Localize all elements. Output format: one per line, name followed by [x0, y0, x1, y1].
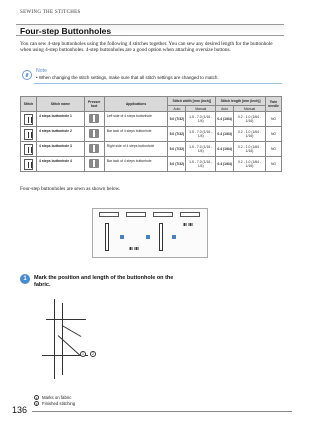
length-manual: 0.2 - 1.0 (1/64 - 1/16) [234, 127, 266, 142]
step-instruction: Mark the position and length of the buttonhole on the fabric. [34, 275, 174, 288]
header-presser-foot: Presser foot [84, 97, 104, 112]
width-auto: 5.0 (7/32) [168, 112, 186, 127]
page-number: 136 [12, 405, 28, 415]
section-title: Four-step Buttonholes [20, 26, 112, 36]
stitch-pattern-icon [24, 159, 33, 170]
fabric-edge-line [54, 299, 55, 379]
stitch-name: 4 steps buttonhole 3 [36, 142, 84, 157]
presser-foot-a-icon [89, 129, 99, 138]
legend-item: 1 Marks on fabric [35, 395, 72, 401]
header-stitch-name: Stitch name [36, 97, 84, 112]
running-head: SEWING THE STITCHES [20, 10, 81, 15]
note-text: • When changing the stitch settings, make sure that all stitch settings are changed to match. [36, 75, 219, 80]
callout-leader [62, 325, 82, 337]
presser-foot-a-icon [89, 114, 99, 123]
presser-foot-a-icon [89, 144, 99, 153]
stitch-tag-icon [99, 212, 119, 217]
header-width-manual: Manual [186, 106, 216, 112]
note-box [20, 68, 282, 84]
note-title: Note [36, 68, 47, 74]
twin-needle: NO [265, 127, 281, 142]
legend-item: 2 Finished stitching [35, 401, 76, 407]
presser-foot-a-icon [89, 159, 99, 168]
footer-rule [32, 411, 292, 412]
intro-paragraph: You can sew 4-step buttonholes using the following 4 stitches together. You can sew any desired length for the buttonhole when using 4-step buttonholes. 4-step buttonholes are a good option when attaching oversize buttons. [20, 41, 273, 54]
stitch-tag-icon [180, 212, 200, 217]
step-arrow-icon [172, 235, 176, 239]
width-auto: 5.0 (7/32) [168, 157, 186, 172]
stitch-tag-icon [153, 212, 173, 217]
stitch-application: Bar tack of 4 steps buttonhole [104, 157, 168, 172]
width-manual: 1.5 - 7.0 (1/16 - 1/4) [186, 127, 216, 142]
width-auto: 5.0 (7/32) [168, 142, 186, 157]
stitch-pattern-icon [24, 144, 33, 155]
stitch-name: 4 steps buttonhole 4 [36, 157, 84, 172]
table-row [21, 127, 282, 142]
stitch-tag-icon [126, 212, 146, 217]
length-auto: 0.4 (1/64) [216, 157, 234, 172]
stitch-pattern-icon [24, 129, 33, 140]
twin-needle: NO [265, 142, 281, 157]
header-length-manual: Manual [234, 106, 266, 112]
length-manual: 0.2 - 1.0 (1/64 - 1/16) [234, 142, 266, 157]
length-manual: 0.2 - 1.0 (1/64 - 1/16) [234, 157, 266, 172]
figure-caption: Four-step buttonholes are sewn as shown below. [20, 186, 121, 192]
twin-needle: NO [265, 112, 281, 127]
stitch-application: Right side of 4 steps buttonhole [104, 142, 168, 157]
length-auto: 0.4 (1/64) [216, 127, 234, 142]
stitch-table [20, 96, 282, 172]
header-applications: Applications [104, 97, 168, 112]
stitch-application: Bar tack of 4 steps buttonhole [104, 127, 168, 142]
fabric-marking-illustration [36, 295, 126, 395]
header-stitch-width: Stitch width [mm (inch)] [168, 97, 216, 106]
left-side-stitch-graphic [105, 223, 109, 251]
table-row [21, 112, 282, 127]
width-manual: 1.5 - 7.0 (1/16 - 1/4) [186, 157, 216, 172]
bar-tack-stitch-graphic [183, 223, 193, 226]
table-row [21, 157, 282, 172]
stitch-application: Left side of 4 steps buttonhole [104, 112, 168, 127]
stitch-name: 4 steps buttonhole 2 [36, 127, 84, 142]
buttonhole-sequence-figure [92, 208, 208, 258]
header-stitch: Stitch [21, 97, 37, 112]
callout-2-marker: 2 [90, 351, 96, 357]
callout-1-marker: 1 [80, 351, 86, 357]
section-heading-bar [16, 24, 284, 36]
step-arrow-icon [120, 235, 124, 239]
mark-line [46, 319, 86, 320]
length-auto: 0.4 (1/64) [216, 112, 234, 127]
length-manual: 0.2 - 1.0 (1/64 - 1/16) [234, 112, 266, 127]
stitch-pattern-icon [24, 114, 33, 125]
note-pencil-icon [22, 70, 32, 80]
twin-needle: NO [265, 157, 281, 172]
width-manual: 1.5 - 7.0 (1/16 - 1/4) [186, 142, 216, 157]
header-length-auto: Auto [216, 106, 234, 112]
header-stitch-length: Stitch length [mm (inch)] [216, 97, 266, 106]
width-manual: 1.5 - 7.0 (1/16 - 1/4) [186, 112, 216, 127]
header-width-auto: Auto [168, 106, 186, 112]
note-divider [34, 83, 282, 84]
figure-legend [34, 395, 75, 407]
right-side-stitch-graphic [159, 223, 163, 251]
bar-tack-stitch-graphic [129, 247, 139, 250]
width-auto: 5.0 (7/32) [168, 127, 186, 142]
table-row [21, 142, 282, 157]
stitch-name: 4 steps buttonhole 1 [36, 112, 84, 127]
step-arrow-icon [146, 235, 150, 239]
step-number-badge: 1 [20, 274, 30, 284]
length-auto: 0.4 (1/64) [216, 142, 234, 157]
header-twin-needle: Twin needle [265, 97, 281, 112]
